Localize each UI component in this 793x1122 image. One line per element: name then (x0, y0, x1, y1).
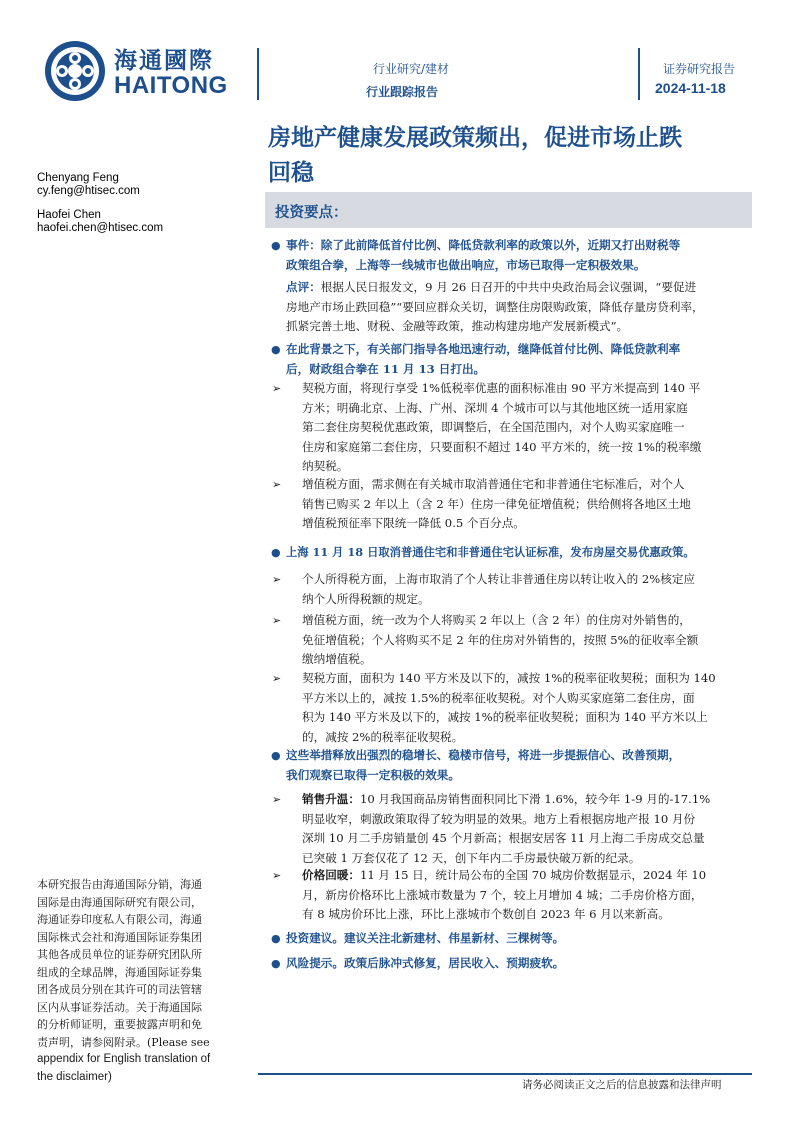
arrow-bullet-icon: ➢ (272, 573, 282, 586)
point-risk: 风险提示。政策后脉冲式修复，居民收入、预期疲软。 (286, 956, 565, 970)
arrow-bullet-icon: ➢ (272, 793, 282, 806)
report-title-line-1: 房地产健康发展政策频出，促进市场止跌 (268, 124, 682, 151)
point-comment: 点评：根据人民日报发文，9 月 26 日召开的中共中央政治局会议强调，“要促进 房地产市场止跌回稳”“要回应群众关切，调整住房限购政策，降低存量房贷利率， 抓紧完善土地、财税、金融等政策，推动构建房地产发展新模式”。 (286, 280, 704, 334)
logo-cn-text: 海通國際 (114, 48, 214, 74)
bullet-dot-icon: ● (271, 749, 281, 762)
analyst-name-2: Haofei Chen (37, 209, 101, 221)
arrow-bullet-icon: ➢ (272, 382, 282, 395)
report-title (268, 120, 758, 190)
report-title-line-2: 回稳 (268, 159, 314, 186)
arrow-bullet-icon: ➢ (272, 869, 282, 882)
arrow-bullet-icon: ➢ (272, 614, 282, 627)
bullet-dot-icon: ● (271, 239, 281, 252)
analyst-name-1: Chenyang Feng (37, 172, 119, 184)
sub-point-vat: 增值税方面，需求侧在有关城市取消普通住宅和非普通住宅标准后，对个人 销售已购买 2 年以上（含 2 年）住房一律免征增值税；供给侧将各地区土地 增值税预征率下限统一降低 0.5 个百分点。 (302, 477, 691, 531)
point-effect: 这些举措释放出强烈的稳增长、稳楼市信号，将进一步提振信心、改善预期， 我们观察已取得一定积极的效果。 (286, 748, 681, 782)
header-right-label: 证券研究报告 (663, 62, 736, 76)
sub-point-deed-tax: 契税方面，将现行享受 1%低税率优惠的面积标准由 90 平方米提高到 140 平 方米；明确北京、上海、广州、深圳 4 个城市可以与其他地区统一适用家庭 第二套住房契税优惠政策，即调整后，在全国范围内，对个人购买家庭唯一 住房和家庭第二套住房，只要面积不超过 140 平方米的，统一按 1%的税率缴 纳契税。 (302, 381, 702, 474)
header-report-type: 行业跟踪报告 (366, 85, 439, 99)
haitong-logo (44, 40, 244, 102)
arrow-bullet-icon: ➢ (272, 478, 282, 491)
bullet-dot-icon: ● (271, 546, 281, 559)
logo-en-text: HAITONG (114, 72, 228, 99)
sub-point-vat-shanghai: 增值税方面，统一改为个人将购买 2 年以上（含 2 年）的住房对外销售的， 免征增值税；个人将购买不足 2 年的住房对外销售的，按照 5%的征收率全额 缴纳增值税。 (302, 613, 699, 667)
point-background: 在此背景之下，有关部门指导各地迅速行动，继降低首付比例、降低贷款利率 后，财政组合拳在 11 月 13 日打出。 (286, 342, 681, 376)
bullet-dot-icon: ● (271, 932, 281, 945)
arrow-bullet-icon: ➢ (272, 672, 282, 685)
section-title: 投资要点： (275, 204, 348, 221)
header-divider-right (638, 48, 640, 100)
point-recommendation: 投资建议。建议关注北新建材、伟星新材、三棵树等。 (286, 931, 565, 945)
footer-rule (258, 1073, 752, 1075)
header-category: 行业研究/建材 (373, 62, 450, 76)
bullet-dot-icon: ● (271, 343, 281, 356)
disclaimer-text: 本研究报告由海通国际分销，海通 国际是由海通国际研究有限公司， 海通证券印度私人有限公司，海通 国际株式会社和海通国际证券集团 其他各成员单位的证券研究团队所 组成的全球品牌，海通国际证券集 团各成员分别在其许可的司法管辖 区内从事证券活动。关于海通国际 的分析师证明，重要披露声明和免 责声明，请参阅附录。(Please see appendix for English translation of the disclaimer) (37, 878, 211, 1083)
header-date: 2024-11-18 (655, 80, 726, 96)
header-divider-left (257, 48, 259, 100)
footer-notice: 请务必阅读正文之后的信息披露和法律声明 (522, 1079, 722, 1091)
haitong-emblem-icon (44, 40, 106, 102)
sub-point-sales: 销售升温：10 月我国商品房销售面积同比下滑 1.6%，较今年 1-9 月的-17.1% 明显收窄，刺激政策取得了较为明显的效果。地方上看根据房地产报 10 月份 深圳 10 月二手房销量创 45 个月新高；根据安居客 11 月上海二手房成交总量 已突破 1 万套仅花了 12 天，创下年内二手房最快破万新的纪录。 (302, 792, 711, 865)
bullet-dot-icon: ● (271, 957, 281, 970)
analyst-email-1[interactable]: cy.feng@htisec.com (37, 185, 140, 197)
analyst-email-2[interactable]: haofei.chen@htisec.com (37, 222, 164, 234)
point-event: 事件：除了此前降低首付比例、降低贷款利率的政策以外，近期又打出财税等 政策组合拳，上海等一线城市也做出响应，市场已取得一定积极效果。 (286, 238, 681, 272)
point-shanghai: 上海 11 月 18 日取消普通住宅和非普通住宅认证标准，发布房屋交易优惠政策。 (286, 545, 695, 559)
section-header-band (265, 192, 752, 228)
sub-point-deed-tax-shanghai: 契税方面，面积为 140 平方米及以下的，减按 1%的税率征收契税；面积为 140 平方米以上的，减按 1.5%的税率征收契税。对个人购买家庭第二套住房，面 积为 140 平方米及以下的，减按 1%的税率征收契税；面积为 140 平方米以上 的，减按 2%的税率征收契税。 (302, 671, 716, 744)
sub-point-income-tax: 个人所得税方面，上海市取消了个人转让非普通住房以转让收入的 2%核定应 纳个人所得税额的规定。 (302, 572, 696, 606)
sub-point-prices: 价格回暖：11 月 15 日，统计局公布的全国 70 城房价数据显示，2024 年 10 月，新房价格环比上涨城市数量为 7 个，较上月增加 4 城；二手房价格方面， 有 8 城房价环比上涨，环比上涨城市个数创自 2023 年 6 月以来新高。 (302, 868, 707, 922)
